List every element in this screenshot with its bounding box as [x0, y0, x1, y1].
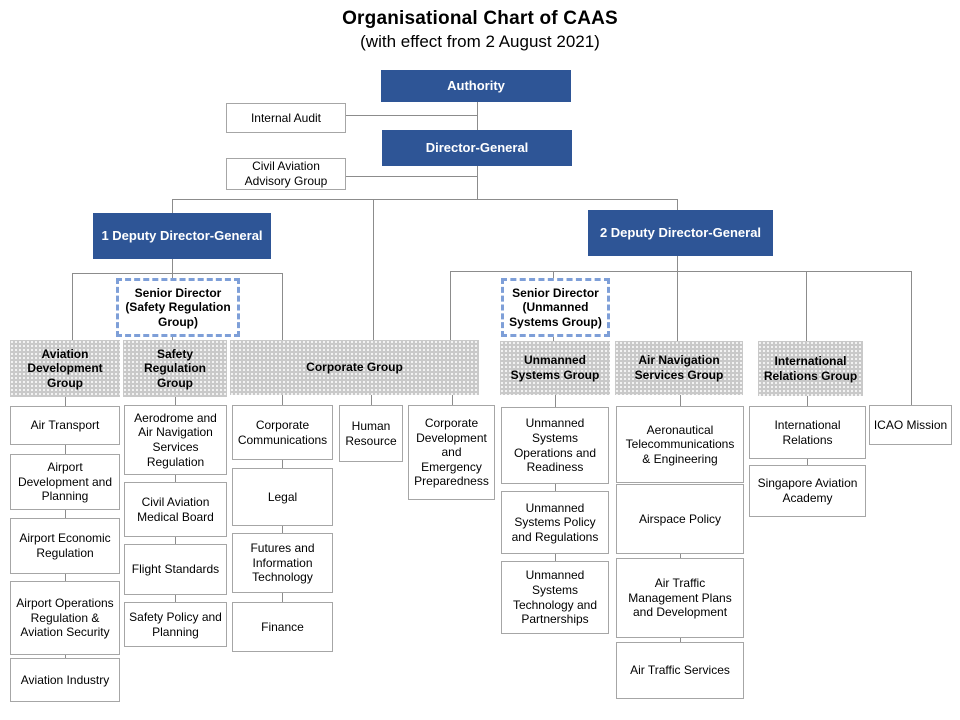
- connector-line: [282, 460, 283, 468]
- node-deputy-director-general-2: 2 Deputy Director-General: [588, 210, 773, 256]
- node-senior-director-safety-regulation: Senior Director (Safety Regulation Group): [116, 278, 240, 337]
- node-airspace-policy: Airspace Policy: [616, 484, 744, 554]
- node-finance: Finance: [232, 602, 333, 652]
- node-civil-aviation-advisory-group: Civil Aviation Advisory Group: [226, 158, 346, 190]
- connector-line: [371, 395, 372, 405]
- node-air-traffic-services: Air Traffic Services: [616, 642, 744, 699]
- node-senior-director-unmanned-systems: Senior Director (Unmanned Systems Group): [501, 278, 610, 337]
- node-singapore-aviation-academy: Singapore Aviation Academy: [749, 465, 866, 517]
- chart-title: Organisational Chart of CAAS: [342, 8, 618, 29]
- connector-line: [65, 510, 66, 518]
- connector-line: [450, 271, 912, 272]
- connector-line: [555, 484, 556, 491]
- node-flight-standards: Flight Standards: [124, 544, 227, 595]
- connector-line: [911, 271, 912, 405]
- group-corporate: Corporate Group: [230, 340, 479, 395]
- connector-line: [282, 526, 283, 533]
- connector-line: [450, 271, 451, 340]
- connector-line: [175, 396, 176, 405]
- node-internal-audit: Internal Audit: [226, 103, 346, 133]
- node-aviation-industry: Aviation Industry: [10, 658, 120, 702]
- node-corporate-development-emergency-preparedness: Corporate Development and Emergency Preparedness: [408, 405, 495, 500]
- node-airport-development-planning: Airport Development and Planning: [10, 454, 120, 510]
- node-futures-information-technology: Futures and Information Technology: [232, 533, 333, 593]
- chart-subtitle: (with effect from 2 August 2021): [360, 32, 600, 51]
- connector-line: [172, 259, 173, 278]
- node-airport-economic-regulation: Airport Economic Regulation: [10, 518, 120, 574]
- node-safety-policy-planning: Safety Policy and Planning: [124, 602, 227, 647]
- connector-line: [555, 554, 556, 561]
- node-air-traffic-management-plans-development: Air Traffic Management Plans and Development: [616, 558, 744, 638]
- node-corporate-communications: Corporate Communications: [232, 405, 333, 460]
- connector-line: [72, 273, 282, 274]
- connector-line: [175, 595, 176, 602]
- node-air-transport: Air Transport: [10, 406, 120, 445]
- connector-line: [553, 271, 554, 278]
- connector-line: [72, 273, 73, 340]
- node-legal: Legal: [232, 468, 333, 526]
- group-international-relations: International Relations Group: [758, 341, 863, 396]
- connector-line: [680, 395, 681, 406]
- node-director-general: Director-General: [382, 130, 572, 166]
- node-human-resource: Human Resource: [339, 405, 403, 462]
- connector-line: [477, 102, 478, 130]
- node-civil-aviation-medical-board: Civil Aviation Medical Board: [124, 482, 227, 537]
- group-unmanned-systems: Unmanned Systems Group: [500, 341, 610, 395]
- connector-line: [172, 199, 173, 213]
- connector-line: [65, 445, 66, 454]
- connector-line: [282, 273, 283, 340]
- connector-line: [172, 199, 677, 200]
- node-airport-operations-regulation-security: Airport Operations Regulation & Aviation Security: [10, 581, 120, 655]
- connector-line: [555, 395, 556, 407]
- connector-line: [807, 396, 808, 406]
- connector-line: [452, 395, 453, 405]
- connector-line: [346, 176, 477, 177]
- node-deputy-director-general-1: 1 Deputy Director-General: [93, 213, 271, 259]
- node-icao-mission: ICAO Mission: [869, 405, 952, 445]
- connector-line: [282, 395, 283, 405]
- connector-line: [373, 199, 374, 340]
- node-unmanned-systems-policy-regulations: Unmanned Systems Policy and Regulations: [501, 491, 609, 554]
- connector-line: [65, 574, 66, 581]
- node-aerodrome-air-navigation-services-regulation: Aerodrome and Air Navigation Services Regulation: [124, 405, 227, 475]
- connector-line: [175, 537, 176, 544]
- connector-line: [65, 396, 66, 406]
- connector-line: [175, 475, 176, 482]
- connector-line: [677, 271, 678, 341]
- node-international-relations: International Relations: [749, 406, 866, 459]
- connector-line: [282, 593, 283, 602]
- group-aviation-development: Aviation Development Group: [10, 340, 120, 397]
- node-aeronautical-telecommunications-engineering: Aeronautical Telecommunications & Engineering: [616, 406, 744, 483]
- connector-line: [806, 271, 807, 341]
- node-unmanned-systems-operations-readiness: Unmanned Systems Operations and Readiness: [501, 407, 609, 484]
- node-authority: Authority: [381, 70, 571, 102]
- group-air-navigation-services: Air Navigation Services Group: [615, 341, 743, 395]
- connector-line: [677, 199, 678, 210]
- connector-line: [677, 256, 678, 271]
- connector-line: [477, 166, 478, 199]
- group-safety-regulation: Safety Regulation Group: [123, 340, 227, 397]
- connector-line: [346, 115, 477, 116]
- node-unmanned-systems-technology-partnerships: Unmanned Systems Technology and Partnerships: [501, 561, 609, 634]
